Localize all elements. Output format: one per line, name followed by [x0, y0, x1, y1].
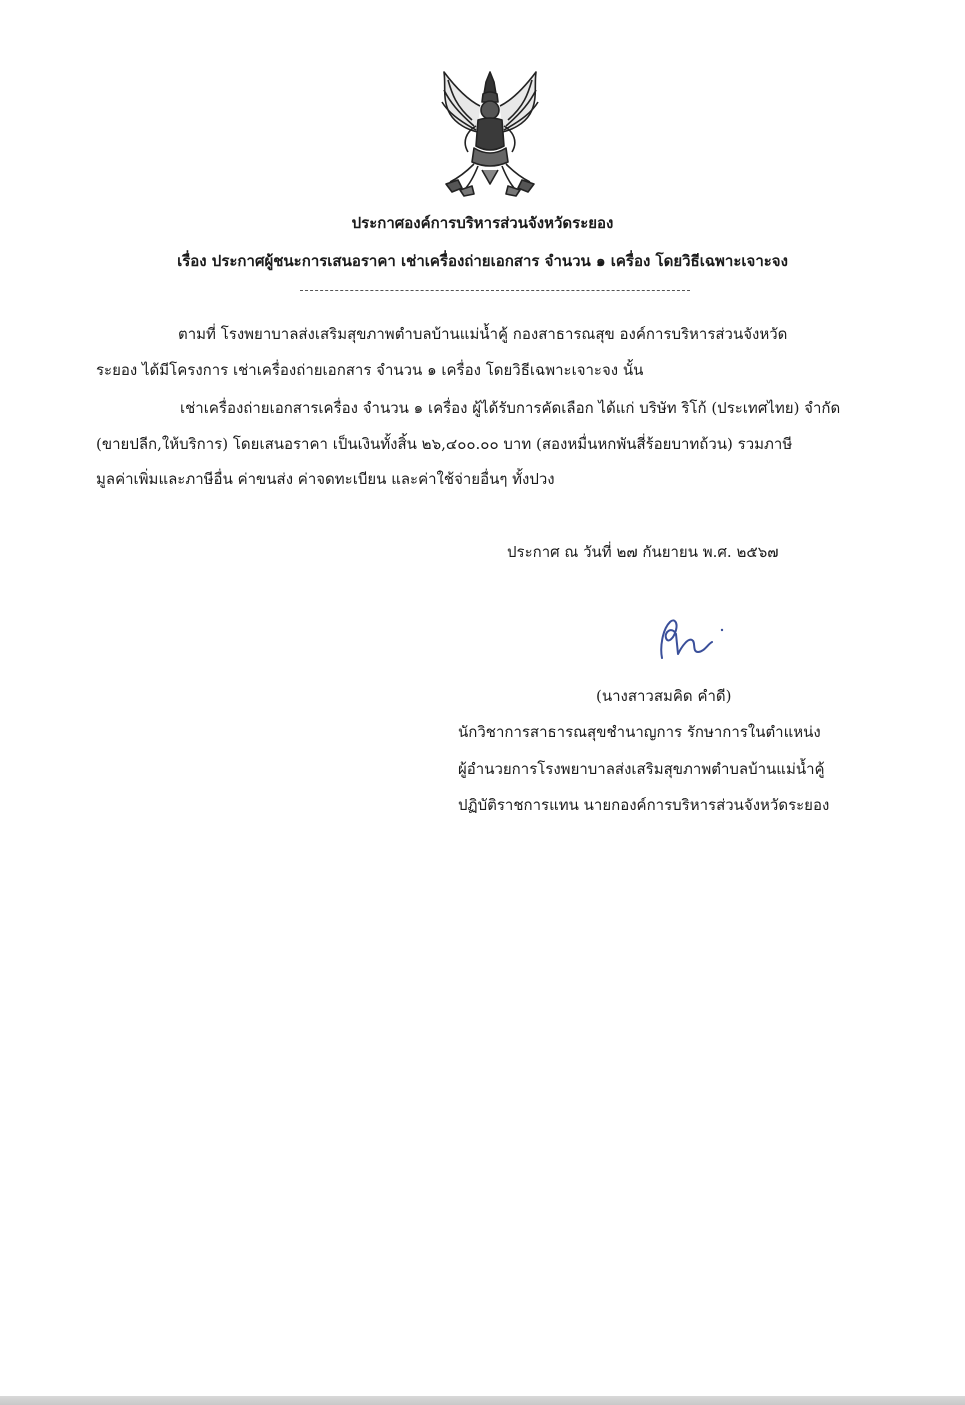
signer-position-line-1: นักวิชาการสาธารณสุขชำนาญการ รักษาการในตำแหน่ง [458, 723, 821, 741]
body-paragraph-2-line-3: มูลค่าเพิ่มและภาษีอื่น ค่าขนส่ง ค่าจดทะเบียน และค่าใช้จ่ายอื่นๆ ทั้งปวง [96, 470, 555, 488]
signer-position-line-3: ปฏิบัติราชการแทน นายกองค์การบริหารส่วนจังหวัดระยอง [458, 796, 830, 814]
page-bottom-edge [0, 1396, 965, 1405]
announcement-date: ประกาศ ณ วันที่ ๒๗ กันยายน พ.ศ. ๒๕๖๗ [507, 543, 779, 561]
garuda-emblem-icon [428, 66, 552, 198]
handwritten-signature [652, 608, 732, 668]
divider-line [300, 290, 690, 291]
announcement-subject: เรื่อง ประกาศผู้ชนะการเสนอราคา เช่าเครื่องถ่ายเอกสาร จำนวน ๑ เครื่อง โดยวิธีเฉพาะเจาะจง [177, 252, 788, 270]
signer-name: (นางสาวสมคิด คำดี) [596, 687, 732, 705]
signer-position-line-2: ผู้อำนวยการโรงพยาบาลส่งเสริมสุขภาพตำบลบ้านแม่น้ำคู้ [458, 760, 825, 778]
body-paragraph-2-line-1: เช่าเครื่องถ่ายเอกสารเครื่อง จำนวน ๑ เครื่อง ผู้ได้รับการคัดเลือก ได้แก่ บริษัท ริโก้ (ประเทศไทย) จำกัด [180, 399, 841, 417]
body-paragraph-2-line-2: (ขายปลีก,ให้บริการ) โดยเสนอราคา เป็นเงินทั้งสิ้น ๒๖,๔๐๐.๐๐ บาท (สองหมื่นหกพันสี่ร้อยบาทถ้วน) รวมภาษี [96, 435, 793, 453]
body-paragraph-1-line-2: ระยอง ได้มีโครงการ เช่าเครื่องถ่ายเอกสาร จำนวน ๑ เครื่อง โดยวิธีเฉพาะเจาะจง นั้น [96, 361, 644, 379]
body-paragraph-1-line-1: ตามที่ โรงพยาบาลส่งเสริมสุขภาพตำบลบ้านแม่น้ำคู้ กองสาธารณสุข องค์การบริหารส่วนจังหวัด [178, 325, 788, 343]
announcement-title: ประกาศองค์การบริหารส่วนจังหวัดระยอง [351, 214, 614, 232]
